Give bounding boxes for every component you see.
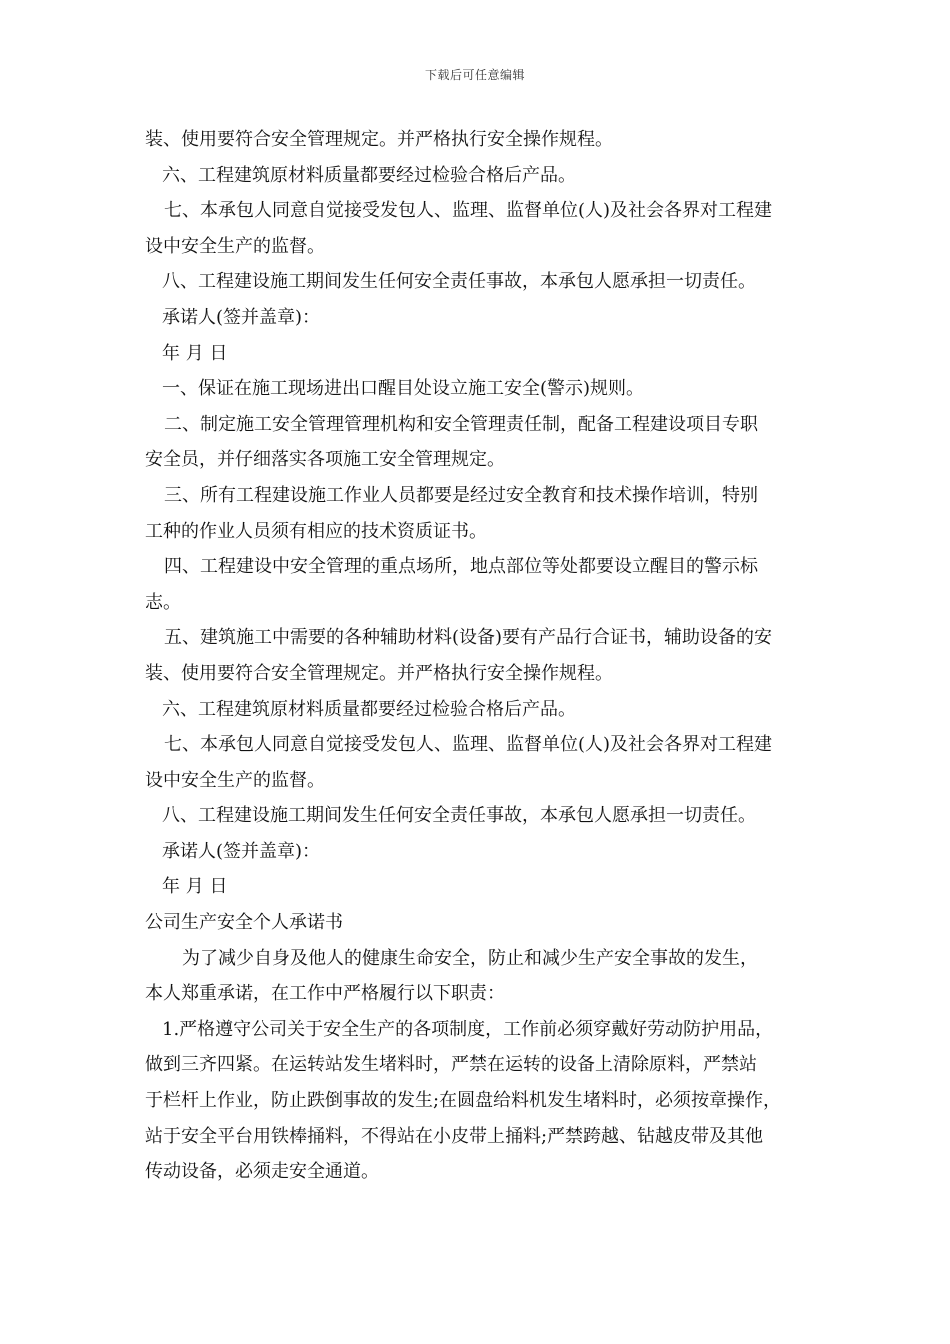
document-body: [145, 122, 817, 1190]
text-line: 公司生产安全个人承诺书: [145, 912, 343, 934]
text-line: 年 月 日: [162, 342, 228, 364]
text-line: 装、使用要符合安全管理规定。并严格执行安全操作规程。: [145, 129, 613, 150]
text-line: 六、工程建筑原材料质量都要经过检验合格后产品。: [162, 164, 576, 186]
text-line: 承诺人(签并盖章)：: [162, 306, 321, 328]
text-line: 五、建筑施工中需要的各种辅助材料(设备)要有产品行合证书，辅助设备的安: [164, 627, 773, 649]
text-line: 志。: [145, 591, 181, 613]
text-line: 设中安全生产的监督。: [145, 769, 325, 791]
text-line: 八、工程建设施工期间发生任何安全责任事故，本承包人愿承担一切责任。: [162, 805, 756, 827]
text-line: 于栏杆上作业，防止跌倒事故的发生;在圆盘给料机发生堵料时，必须按章操作，: [145, 1090, 782, 1112]
page-header: 下载后可任意编辑: [424, 68, 525, 82]
text-line: 传动设备，必须走安全通道。: [145, 1161, 379, 1183]
text-line: 四、工程建设中安全管理的重点场所，地点部位等处都要设立醒目的警示标: [164, 556, 758, 578]
text-line: 1.严格遵守公司关于安全生产的各项制度，工作前必须穿戴好劳动防护用品，: [162, 1018, 774, 1040]
text-line: 八、工程建设施工期间发生任何安全责任事故，本承包人愿承担一切责任。: [162, 271, 756, 293]
text-line: 年 月 日: [162, 876, 228, 898]
text-line: 一、保证在施工现场进出口醒目处设立施工安全(警示)规则。: [162, 378, 645, 400]
text-line: 设中安全生产的监督。: [145, 235, 325, 257]
text-line: 做到三齐四紧。在运转站发生堵料时，严禁在运转的设备上清除原料，严禁站: [145, 1054, 757, 1076]
text-line: 六、工程建筑原材料质量都要经过检验合格后产品。: [162, 698, 576, 720]
text-line: 承诺人(签并盖章)：: [162, 840, 321, 862]
text-line: 为了减少自身及他人的健康生命安全，防止和减少生产安全事故的发生，: [182, 947, 758, 969]
text-line: 七、本承包人同意自觉接受发包人、监理、监督单位(人)及社会各界对工程建: [164, 734, 773, 756]
text-line: 二、制定施工安全管理管理机构和安全管理责任制，配备工程建设项目专职: [164, 413, 758, 435]
text-line: 三、所有工程建设施工作业人员都要是经过安全教育和技术操作培训，特别: [164, 484, 758, 506]
text-line: 本人郑重承诺，在工作中严格履行以下职责：: [145, 983, 505, 1005]
text-line: 七、本承包人同意自觉接受发包人、监理、监督单位(人)及社会各界对工程建: [164, 200, 773, 222]
text-line: 站于安全平台用铁棒捅料，不得站在小皮带上捅料;严禁跨越、钻越皮带及其他: [145, 1125, 764, 1147]
text-line: 安全员，并仔细落实各项施工安全管理规定。: [145, 449, 505, 471]
text-line: 工种的作业人员须有相应的技术资质证书。: [145, 520, 487, 542]
text-line: 装、使用要符合安全管理规定。并严格执行安全操作规程。: [145, 662, 613, 684]
